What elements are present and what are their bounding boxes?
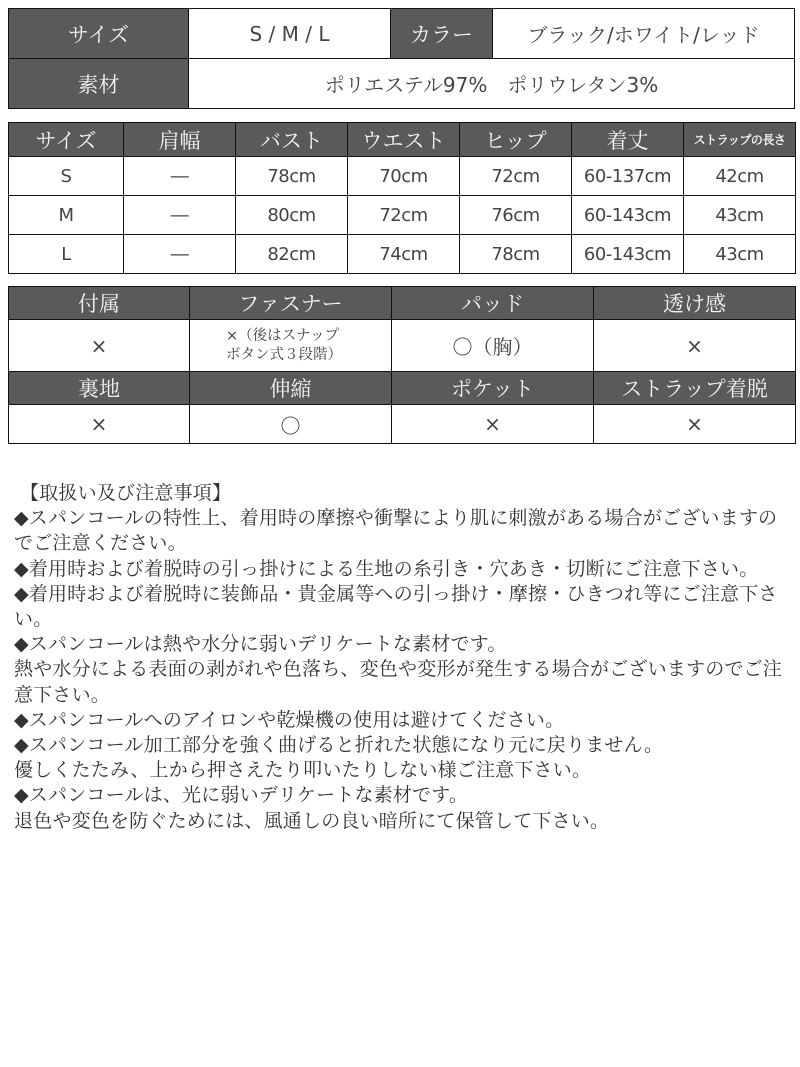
note-line: 退色や変色を防ぐためには、風通しの良い暗所にて保管して下さい。	[14, 809, 610, 832]
table-cell: ―	[124, 157, 236, 196]
column-header: ウエスト	[348, 123, 460, 157]
note-line: ◆スパンコール加工部分を強く曲げると折れた状態になり元に戻りません。	[14, 734, 664, 757]
table-row	[9, 235, 796, 274]
table-cell: L	[9, 235, 124, 274]
table-cell: 70cm	[348, 157, 460, 196]
table-cell: 60-137cm	[572, 157, 684, 196]
table-row	[9, 157, 796, 196]
lining-header: 裏地	[9, 372, 190, 405]
spec-row-material	[9, 59, 795, 109]
note-line: ◆スパンコールは熱や水分に弱いデリケートな素材です。	[14, 633, 507, 656]
color-label: カラー	[391, 9, 493, 59]
note-line: ◆スパンコールの特性上、着用時の摩擦や衝撃により肌に刺激がある場合がございますのでご注意ください。	[14, 507, 778, 555]
table-cell: 43cm	[684, 235, 796, 274]
fastener-value-line: ×（後はスナップ	[226, 327, 340, 344]
table-cell: ―	[124, 196, 236, 235]
material-label: 素材	[9, 59, 189, 109]
notes-title: 【取扱い及び注意事項】	[20, 482, 232, 504]
strap-removable-header: ストラップ着脱	[594, 372, 796, 405]
fastener-header: ファスナー	[190, 287, 392, 320]
note-line: ◆着用時および着脱時の引っ掛けによる生地の糸引き・穴あき・切断にご注意下さい。	[14, 557, 759, 580]
table-row	[9, 196, 796, 235]
features-value-row	[9, 405, 796, 444]
table-cell: ―	[124, 235, 236, 274]
spec-summary-table	[8, 8, 795, 109]
note-line: ◆着用時および着脱時に装飾品・貴金属等への引っ掛け・摩擦・ひきつれ等にご注意下さい。	[14, 582, 778, 631]
lining-value: ×	[9, 405, 190, 444]
table-cell: M	[9, 196, 124, 235]
spec-row-size-color	[9, 9, 795, 59]
features-header-row	[9, 372, 796, 405]
table-cell: 60-143cm	[572, 196, 684, 235]
color-value: ブラック/ホワイト/レッド	[493, 9, 795, 59]
strap-removable-value: ×	[594, 405, 796, 444]
sheerness-header: 透け感	[594, 287, 796, 320]
features-table	[8, 286, 796, 444]
accessories-header: 付属	[9, 287, 190, 320]
pocket-header: ポケット	[392, 372, 594, 405]
note-line: 熱や水分による表面の剥がれや色落ち、変色や変形が発生する場合がございますのでご注意下さい。	[14, 658, 783, 706]
material-value: ポリエステル97% ポリウレタン3%	[189, 59, 795, 109]
size-value: S / M / L	[189, 9, 391, 59]
table-cell: 80cm	[236, 196, 348, 235]
table-cell: 78cm	[460, 235, 572, 274]
table-cell: 74cm	[348, 235, 460, 274]
column-header: サイズ	[9, 123, 124, 157]
column-header: バスト	[236, 123, 348, 157]
care-notes	[14, 481, 794, 834]
table-cell: S	[9, 157, 124, 196]
pocket-value: ×	[392, 405, 594, 444]
size-chart-table	[8, 122, 796, 274]
sheerness-value: ×	[594, 320, 796, 372]
size-chart-header	[9, 123, 796, 157]
table-cell: 72cm	[348, 196, 460, 235]
fastener-value	[190, 320, 392, 372]
pad-value: 〇（胸）	[392, 320, 594, 372]
column-header: 肩幅	[124, 123, 236, 157]
accessories-value: ×	[9, 320, 190, 372]
table-cell: 76cm	[460, 196, 572, 235]
size-label: サイズ	[9, 9, 189, 59]
table-cell: 82cm	[236, 235, 348, 274]
table-cell: 42cm	[684, 157, 796, 196]
stretch-value: 〇	[190, 405, 392, 444]
column-header: ヒップ	[460, 123, 572, 157]
features-value-row	[9, 320, 796, 372]
stretch-header: 伸縮	[190, 372, 392, 405]
note-line: ◆スパンコールは、光に弱いデリケートな素材です。	[14, 784, 469, 807]
table-cell: 43cm	[684, 196, 796, 235]
column-header: 着丈	[572, 123, 684, 157]
pad-header: パッド	[392, 287, 594, 320]
table-cell: 72cm	[460, 157, 572, 196]
table-cell: 78cm	[236, 157, 348, 196]
features-header-row	[9, 287, 796, 320]
table-cell: 60-143cm	[572, 235, 684, 274]
column-header: ストラップの長さ	[684, 123, 796, 157]
note-line: 優しくたたみ、上から押さえたり叩いたりしない様ご注意下さい。	[14, 759, 592, 782]
note-line: ◆スパンコールへのアイロンや乾燥機の使用は避けてください。	[14, 708, 565, 731]
fastener-value-line: ボタン式３段階）	[226, 346, 342, 363]
